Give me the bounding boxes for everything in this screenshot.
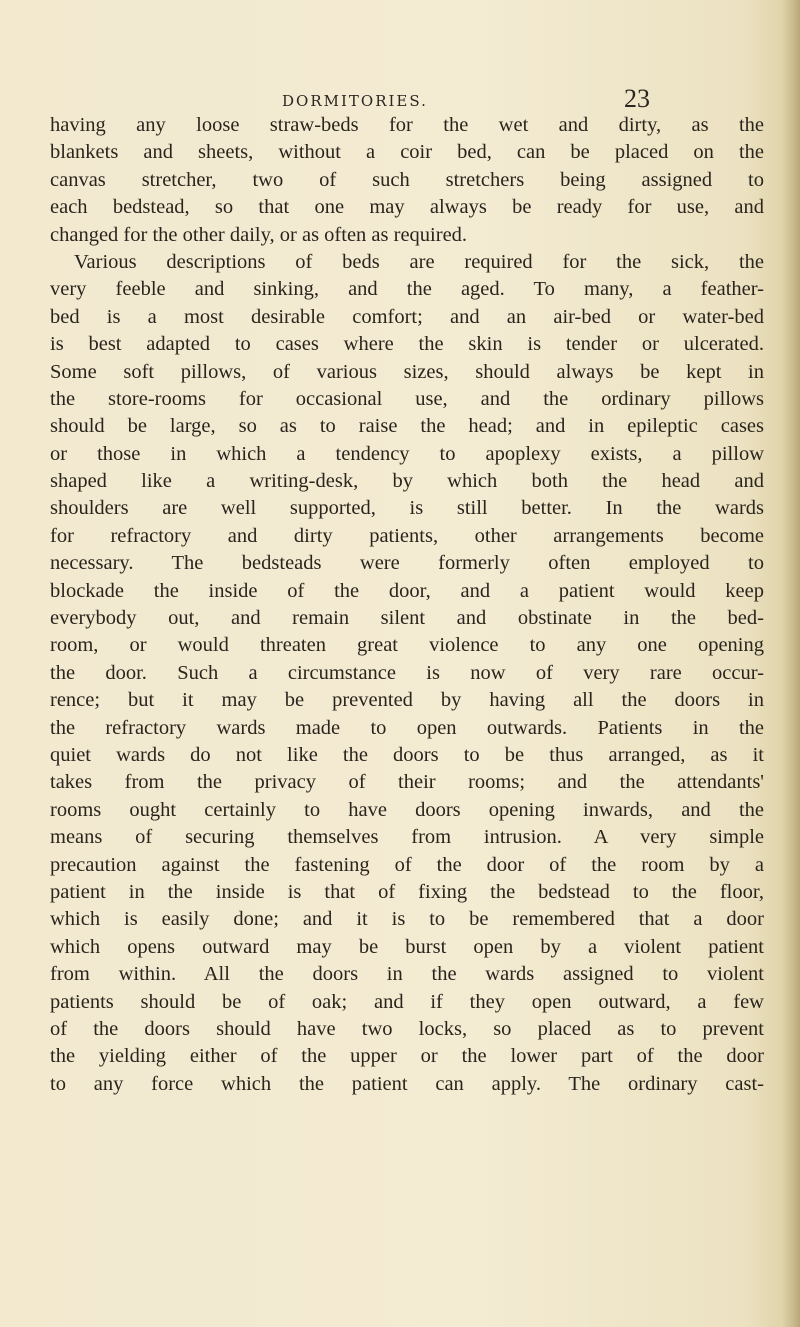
body-text — [50, 112, 764, 1098]
text-line: patients should be of oak; and if they open outward, a few — [50, 990, 764, 1013]
text-line: patient in the inside is that of fixing the bedstead to the floor, — [50, 880, 764, 903]
text-line: rence; but it may be prevented by having all the doors in — [50, 689, 764, 712]
text-line: blankets and sheets, without a coir bed, can be placed on the — [50, 141, 764, 164]
text-line: changed for the other daily, or as often as required. — [50, 223, 468, 246]
text-line: having any loose straw-beds for the wet and dirty, as the — [50, 114, 764, 136]
text-line: blockade the inside of the door, and a patient would keep — [50, 579, 764, 602]
text-line: quiet wards do not like the doors to be thus arranged, as it — [50, 743, 764, 766]
text-line: the store-rooms for occasional use, and the ordinary pillows — [50, 387, 764, 410]
paragraph-start-line: Various descriptions of beds are required for the sick, the — [74, 250, 764, 273]
text-line: shaped like a writing-desk, by which both the head and — [50, 470, 764, 493]
text-line: bed is a most desirable comfort; and an air-bed or water-bed — [50, 305, 764, 328]
text-line: shoulders are well supported, is still better. In the wards — [50, 497, 764, 520]
text-line: canvas stretcher, two of such stretchers being assigned to — [50, 168, 764, 191]
text-line: which opens outward may be burst open by a violent patient — [50, 935, 764, 958]
text-line: necessary. The bedsteads were formerly often employed to — [50, 552, 764, 575]
text-line: should be large, so as to raise the head; and in epileptic cases — [50, 415, 764, 438]
text-line: rooms ought certainly to have doors opening inwards, and the — [50, 798, 764, 821]
text-line: means of securing themselves from intrusion. A very simple — [50, 826, 764, 849]
text-line: or those in which a tendency to apoplexy exists, a pillow — [50, 442, 764, 465]
text-line: very feeble and sinking, and the aged. To many, a feather- — [50, 278, 764, 301]
running-title: DORMITORIES. — [282, 92, 428, 110]
text-line: the door. Such a circumstance is now of very rare occur- — [50, 661, 764, 684]
text-line: which is easily done; and it is to be remembered that a door — [50, 908, 764, 931]
text-line: each bedstead, so that one may always be ready for use, and — [50, 196, 764, 219]
text-line: precaution against the fastening of the door of the room by a — [50, 853, 764, 876]
text-line: room, or would threaten great violence to any one opening — [50, 634, 764, 657]
text-line: is best adapted to cases where the skin is tender or ulcerated. — [50, 333, 764, 356]
text-line: from within. All the doors in the wards assigned to violent — [50, 963, 764, 986]
text-line: takes from the privacy of their rooms; and the attendants' — [50, 771, 764, 794]
page-number: 23 — [624, 84, 650, 113]
text-line: of the doors should have two locks, so placed as to prevent — [50, 1017, 764, 1040]
text-line: to any force which the patient can apply. The ordinary cast- — [50, 1072, 764, 1095]
text-line: the yielding either of the upper or the lower part of the door — [50, 1045, 764, 1068]
text-line: the refractory wards made to open outwards. Patients in the — [50, 716, 764, 739]
text-line: Some soft pillows, of various sizes, should always be kept in — [50, 360, 764, 383]
text-line: for refractory and dirty patients, other arrangements become — [50, 524, 764, 547]
page-edge-shadow — [782, 0, 800, 1327]
text-line: everybody out, and remain silent and obstinate in the bed- — [50, 607, 764, 630]
